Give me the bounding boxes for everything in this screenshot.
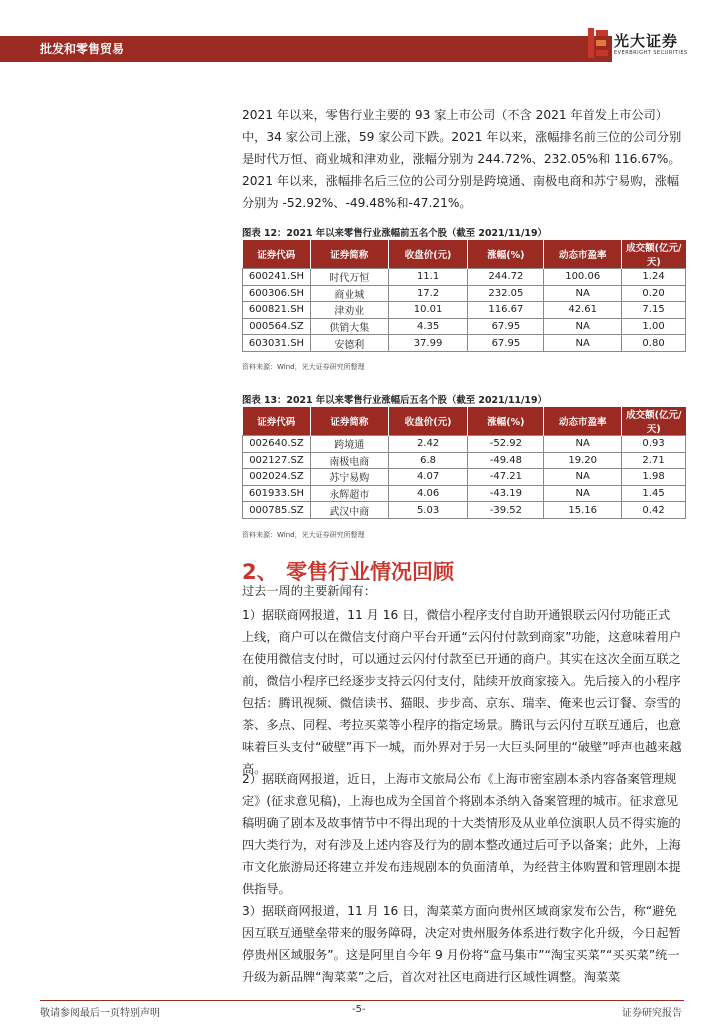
col-header-turnover: 成交额(亿元/天): [622, 407, 686, 436]
table-cell: 600821.SH: [243, 302, 311, 319]
col-header-turnover: 成交额(亿元/天): [622, 240, 686, 269]
news-intro: 过去一周的主要新闻有：: [242, 584, 377, 598]
table-cell: 002127.SZ: [243, 452, 311, 469]
table-12-caption: 图表 12：2021 年以来零售行业涨幅前五名个股（截至 2021/11/19）: [242, 228, 547, 239]
logo-icon: [588, 28, 610, 58]
section-title: 零售行业情况回顾: [286, 560, 454, 584]
table-cell: 4.07: [388, 469, 468, 486]
col-header-close: 收盘价(元): [388, 407, 468, 436]
table-cell: 1.24: [622, 269, 686, 286]
section-number: 2、: [242, 560, 278, 584]
table-cell: 10.01: [388, 302, 468, 319]
col-header-name: 证券简称: [310, 407, 388, 436]
footer-report-type: 证券研究报告: [622, 1008, 682, 1019]
intro-paragraph: 2021 年以来，零售行业主要的 93 家上市公司（不含 2021 年首发上市公司）中，34 家公司上涨，59 家公司下跌。2021 年以来，涨幅排名前三位的公司分别是时代万恒、商业城和津劝业，涨幅分别为 244.72%、232.05%和 116.67%。2021 年以来，涨幅排名后三位的公司分别是跨境通、南极电商和苏宁易购，涨幅分别为 -52.92%、-49.48%和-47.21%。: [242, 108, 682, 210]
table-row: [243, 485, 686, 502]
table-row: [243, 452, 686, 469]
table-12-top-gainers: [242, 240, 686, 352]
table-row: [243, 269, 686, 286]
page-number: -5-: [352, 1004, 366, 1015]
table-cell: 67.95: [468, 335, 544, 352]
table-cell: 永辉超市: [310, 485, 388, 502]
table-cell: 600306.SH: [243, 285, 311, 302]
table-12-source: 资料来源：Wind，光大证券研究所整理: [242, 363, 365, 371]
table-row: [243, 302, 686, 319]
table-cell: 4.06: [388, 485, 468, 502]
table-cell: 安德利: [310, 335, 388, 352]
table-cell: 17.2: [388, 285, 468, 302]
table-row: [243, 318, 686, 335]
logo-name: 光大证券: [614, 32, 679, 50]
header-title: 批发和零售贸易: [40, 42, 125, 56]
table-cell: 2.42: [388, 436, 468, 453]
col-header-code: 证券代码: [243, 240, 311, 269]
footer-disclaimer: 敬请参阅最后一页特别声明: [40, 1008, 160, 1019]
table-cell: 5.03: [388, 502, 468, 519]
table-row: [243, 335, 686, 352]
news-item-1: 1）据联商网报道，11 月 16 日，微信小程序支付自助开通银联云闪付功能正式上线，商户可以在微信支付商户平台开通“云闪付付款到商家”功能，这意味着用户在使用微信支付时，可以通过云闪付付款至已开通的商户。其实在这次全面互联之前，微信小程序已经逐步支持云闪付支付，陆续开放商家接入。先后接入的小程序包括：腾讯视频、微信读书、猫眼、步步高、京东、瑞幸、俺来也云订餐、奈雪的茶、多点、同程、考拉买菜等小程序的指定场景。腾讯与云闪付互联互通后，也意味着巨头支付“破壁”再下一城，而外界对于另一大巨头阿里的“破壁”呼声也越来越高。: [242, 608, 682, 776]
table-cell: 002640.SZ: [243, 436, 311, 453]
footer-divider: [40, 1000, 684, 1001]
table-cell: 0.80: [622, 335, 686, 352]
table-cell: 商业城: [310, 285, 388, 302]
col-header-change: 涨幅(%): [468, 240, 544, 269]
table-cell: 1.00: [622, 318, 686, 335]
col-header-change: 涨幅(%): [468, 407, 544, 436]
table-cell: 0.42: [622, 502, 686, 519]
news-item-3: 3）据联商网报道，11 月 16 日，淘菜菜方面向贵州区域商家发布公告，称“避免因互联互通壁垒带来的服务障碍，决定对贵州服务体系进行数字化升级，今日起暂停贵州区域服务”。这是阿里自今年 9 月份将“盒马集市”“淘宝买菜”“买买菜”统一升级为新品牌“淘菜菜”之后，首次对社区电商进行区域性调整。淘菜菜: [242, 904, 681, 984]
table-cell: 601933.SH: [243, 485, 311, 502]
table-cell: 000564.SZ: [243, 318, 311, 335]
table-cell: 244.72: [468, 269, 544, 286]
table-row: [243, 285, 686, 302]
table-cell: NA: [544, 335, 622, 352]
col-header-close: 收盘价(元): [388, 240, 468, 269]
table-13-source: 资料来源：Wind，光大证券研究所整理: [242, 531, 365, 539]
table-cell: -39.52: [468, 502, 544, 519]
table-cell: 时代万恒: [310, 269, 388, 286]
table-cell: 000785.SZ: [243, 502, 311, 519]
table-cell: 0.20: [622, 285, 686, 302]
table-cell: -43.19: [468, 485, 544, 502]
table-cell: 37.99: [388, 335, 468, 352]
table-cell: 津劝业: [310, 302, 388, 319]
table-cell: 15.16: [544, 502, 622, 519]
news-item-2: 2）据联商网报道，近日，上海市文旅局公布《上海市密室剧本杀内容备案管理规定》(征求意见稿)，上海也成为全国首个将剧本杀纳入备案管理的城市。征求意见稿明确了剧本及故事情节中不得出现的十大类情形及从业单位演职人员不得实施的四大类行为，对有涉及上述内容及行为的剧本整改通过后可予以备案；此外，上海市文化旅游局还将建立并发布违规剧本的负面清单，为经营主体购置和管理剧本提供指导。: [242, 772, 681, 896]
table-cell: 19.20: [544, 452, 622, 469]
table-cell: 603031.SH: [243, 335, 311, 352]
col-header-pe: 动态市盈率: [544, 407, 622, 436]
table-row: [243, 436, 686, 453]
table-cell: NA: [544, 285, 622, 302]
table-cell: NA: [544, 318, 622, 335]
table-13-caption: 图表 13：2021 年以来零售行业涨幅后五名个股（截至 2021/11/19）: [242, 395, 547, 406]
table-cell: 1.98: [622, 469, 686, 486]
table-cell: 武汉中商: [310, 502, 388, 519]
table-cell: 116.67: [468, 302, 544, 319]
table-cell: 7.15: [622, 302, 686, 319]
table-cell: 100.06: [544, 269, 622, 286]
table-cell: 42.61: [544, 302, 622, 319]
table-cell: 232.05: [468, 285, 544, 302]
table-cell: 002024.SZ: [243, 469, 311, 486]
table-cell: NA: [544, 485, 622, 502]
col-header-code: 证券代码: [243, 407, 311, 436]
table-cell: 11.1: [388, 269, 468, 286]
table-row: [243, 469, 686, 486]
table-cell: 苏宁易购: [310, 469, 388, 486]
table-cell: 南极电商: [310, 452, 388, 469]
table-cell: 0.93: [622, 436, 686, 453]
table-cell: -49.48: [468, 452, 544, 469]
table-cell: -52.92: [468, 436, 544, 453]
table-row: [243, 502, 686, 519]
logo: [588, 26, 698, 66]
table-cell: 1.45: [622, 485, 686, 502]
logo-english-name: EVERBRIGHT SECURITIES: [614, 50, 688, 56]
col-header-pe: 动态市盈率: [544, 240, 622, 269]
table-cell: 跨境通: [310, 436, 388, 453]
table-cell: 67.95: [468, 318, 544, 335]
table-cell: -47.21: [468, 469, 544, 486]
table-13-top-losers: [242, 407, 686, 519]
table-cell: NA: [544, 436, 622, 453]
table-cell: NA: [544, 469, 622, 486]
table-cell: 供销大集: [310, 318, 388, 335]
col-header-name: 证券简称: [310, 240, 388, 269]
table-cell: 6.8: [388, 452, 468, 469]
table-cell: 600241.SH: [243, 269, 311, 286]
table-cell: 2.71: [622, 452, 686, 469]
table-cell: 4.35: [388, 318, 468, 335]
